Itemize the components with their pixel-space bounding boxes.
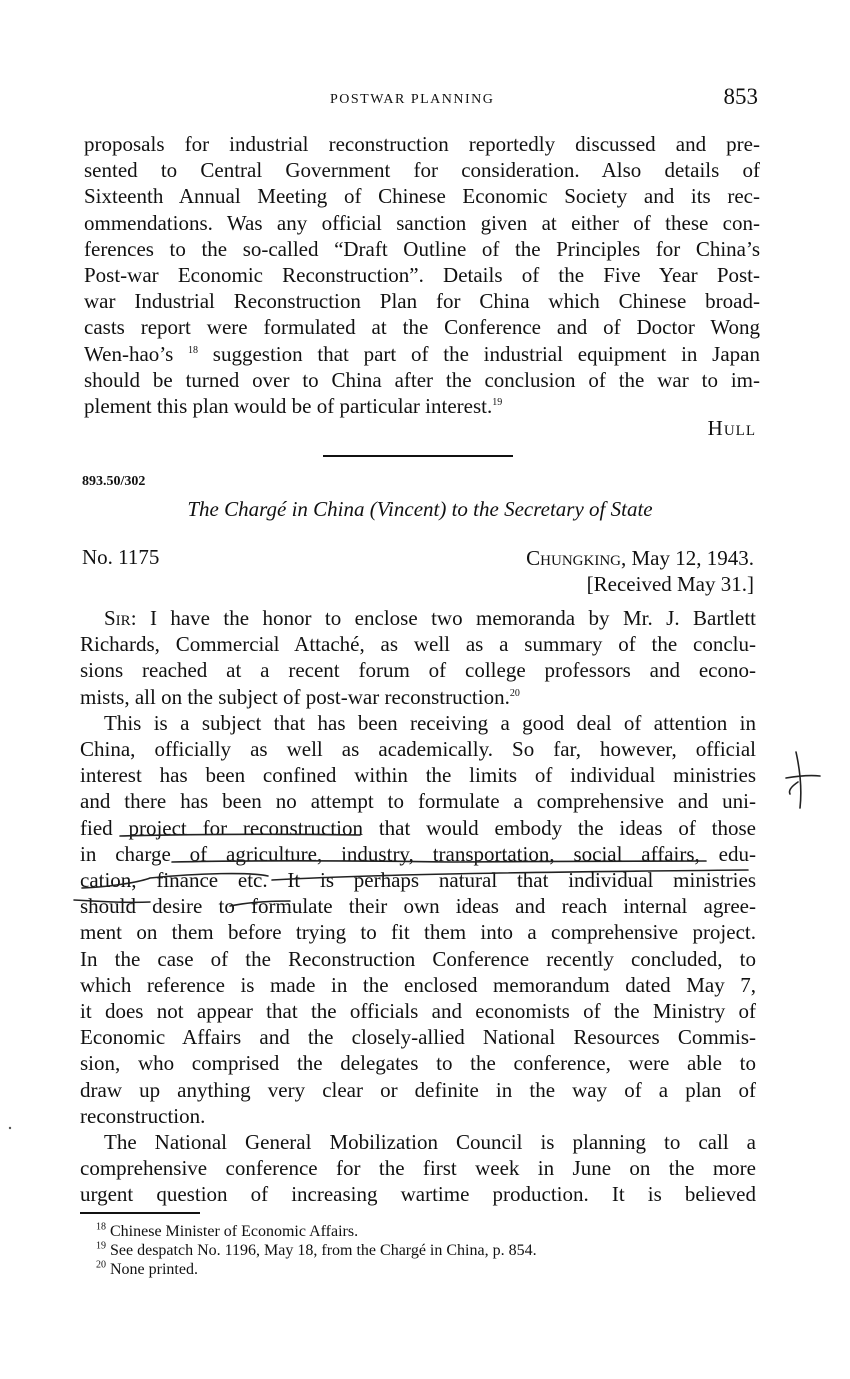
footnote-number: 20 <box>96 1259 106 1271</box>
text-line: which reference is made in the enclosed memorandum dated May 7, <box>80 972 756 997</box>
margin-mark-stroke <box>786 776 820 778</box>
text-line: The National General Mobilization Council is planning to call a <box>104 1130 756 1155</box>
footnote-text: None printed. <box>106 1261 198 1278</box>
dateline <box>526 545 754 571</box>
text-line <box>80 605 756 631</box>
document-heading <box>82 497 758 522</box>
text-line: sented to Central Government for consideration. Also details of <box>84 158 760 183</box>
text-line: and there has been no attempt to formulate a comprehensive and uni- <box>80 789 756 814</box>
text-line: proposals for industrial reconstruction reportedly discussed and pre- <box>84 132 760 156</box>
text-line: should desire to formulate their own ideas and reach internal agree- <box>80 894 756 919</box>
footnote-20 <box>96 1260 537 1279</box>
footnote-text: Chinese Minister of Economic Affairs. <box>106 1223 359 1240</box>
footnotes <box>96 1222 537 1279</box>
text-line: fied project for reconstruction that would embody the ideas of those <box>80 815 756 840</box>
text-line: should be turned over to China after the conclusion of the war to im- <box>84 367 760 392</box>
speck <box>9 1127 11 1129</box>
text-line: Sixteenth Annual Meeting of Chinese Economic Society and its rec- <box>84 184 760 209</box>
heading-name: Vincent <box>376 497 440 521</box>
footnote-number: 19 <box>96 1240 106 1252</box>
heading-part: ) to the Secretary of State <box>439 497 653 521</box>
received-date: [Received May 31.] <box>586 572 754 596</box>
margin-mark-stroke <box>796 752 801 808</box>
text-fragment: mists, all on the subject of post-war reconstruction. <box>80 684 510 709</box>
footnote-19 <box>96 1241 537 1260</box>
page-number: 853 <box>723 84 758 109</box>
text-line: war Industrial Reconstruction Plan for China which Chinese broad- <box>84 289 760 314</box>
footnote-18 <box>96 1222 537 1241</box>
footnote-ref-19: 19 <box>492 397 503 409</box>
footnote-ref-20: 20 <box>509 687 520 699</box>
text-line: interest has been confined within the limits of individual ministries <box>80 763 756 788</box>
date: May 12, 1943. <box>626 546 754 570</box>
salutation: Sir <box>104 606 131 630</box>
text-line: urgent question of increasing wartime production. It is believed <box>80 1182 756 1207</box>
footnote-text: See despatch No. 1196, May 18, from the Chargé in China, p. 854. <box>106 1242 537 1259</box>
text-line: This is a subject that has been receiving a good deal of attention in <box>104 710 756 735</box>
text-fragment: suggestion that part of the industrial equipment in Japan <box>212 341 760 366</box>
text-line: reconstruction. <box>80 1103 206 1128</box>
text-line: Post-war Economic Reconstruction”. Details of the Five Year Post- <box>84 263 760 288</box>
running-head: POSTWAR PLANNING <box>330 92 495 107</box>
place: Chungking, <box>526 546 627 570</box>
file-number: 893.50/302 <box>82 474 146 489</box>
heading-part: The Chargé in China ( <box>187 497 377 521</box>
footnote-ref-18: 18 <box>188 344 199 356</box>
text-line: it does not appear that the officials and economists of the Ministry of <box>80 999 756 1024</box>
text-line <box>84 341 760 367</box>
text-fragment: Wen-hao’s <box>84 341 174 366</box>
text-line: In the case of the Reconstruction Conference recently concluded, to <box>80 946 756 971</box>
footnote-divider <box>80 1212 200 1214</box>
text-line: cation, finance etc. It is perhaps natural that individual ministries <box>80 868 756 893</box>
text-line: China, officially as well as academically. So far, however, official <box>80 737 756 762</box>
continued-paragraph <box>84 131 760 419</box>
section-divider <box>323 455 513 457</box>
text-line: Richards, Commercial Attaché, as well as a summary of the conclu- <box>80 632 756 657</box>
footnote-number: 18 <box>96 1221 106 1233</box>
despatch-number: No. 1175 <box>82 545 160 569</box>
text-line: sions reached at a recent forum of college professors and econo- <box>80 658 756 683</box>
letter-body <box>80 605 756 1208</box>
text-line: ferences to the so-called “Draft Outline of the Principles for China’s <box>84 236 760 261</box>
text-line: sion, who comprised the delegates to the conference, were able to <box>80 1051 756 1076</box>
text-line: draw up anything very clear or definite in the way of a plan of <box>80 1077 756 1102</box>
margin-mark-stroke <box>789 782 798 794</box>
text-line: ment on them before trying to fit them into a comprehensive project. <box>80 920 756 945</box>
text-line: ommendations. Was any official sanction given at either of these con- <box>84 210 760 235</box>
signature-hull: Hull <box>707 416 756 440</box>
text-line: casts report were formulated at the Conference and of Doctor Wong <box>84 315 760 340</box>
text-line: Economic Affairs and the closely-allied National Resources Commis- <box>80 1025 756 1050</box>
text-fragment: : I have the honor to enclose two memoranda by Mr. J. Bartlett <box>130 606 756 630</box>
text-line: in charge of agriculture, industry, transportation, social affairs, edu- <box>80 841 756 866</box>
place-date <box>526 545 754 597</box>
text-line: comprehensive conference for the first week in June on the more <box>80 1156 756 1181</box>
text-line <box>80 684 756 710</box>
text-fragment: plement this plan would be of particular interest. <box>84 394 493 419</box>
text-line <box>84 393 760 419</box>
